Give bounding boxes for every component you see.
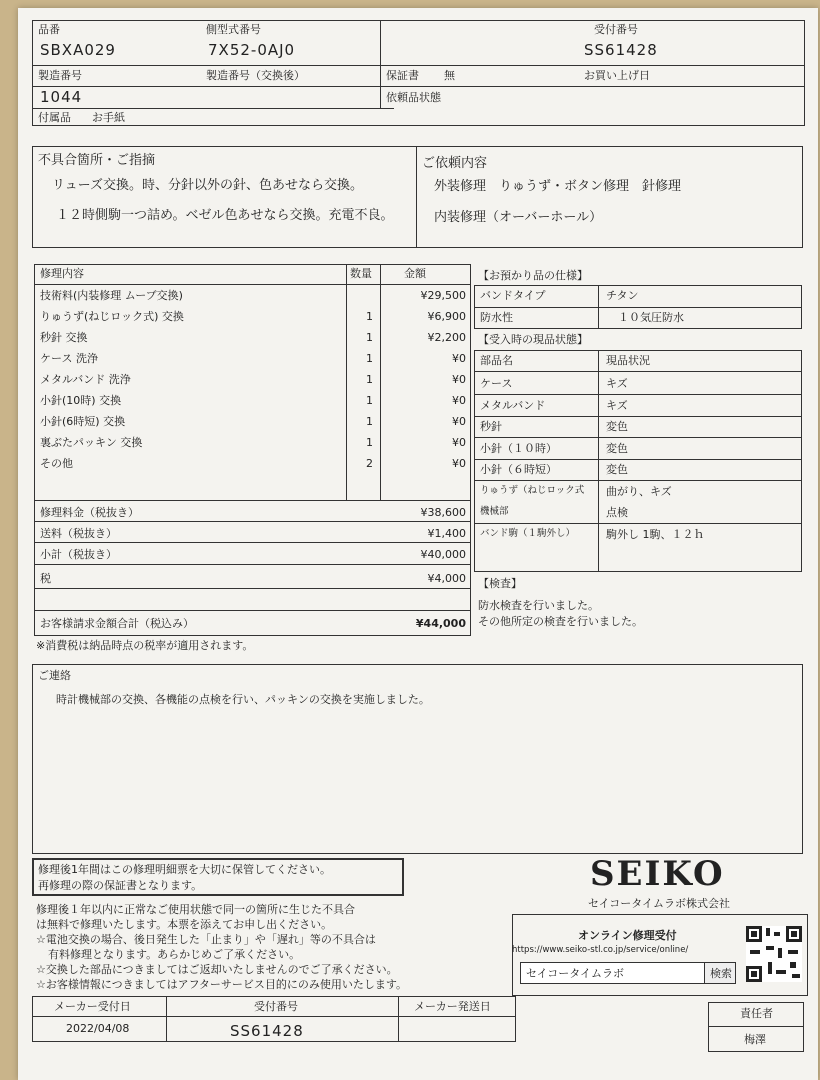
repair-qty: 1 <box>366 352 373 365</box>
spec-val-1: １０気圧防水 <box>618 311 684 324</box>
repair-amount: ¥0 <box>452 394 466 407</box>
spec-title: 【お預かり品の仕様】 <box>478 269 588 282</box>
notice-line2: は無料で修理いたします。本票を添えてお申し出ください。 <box>36 918 333 931</box>
repair-amount: ¥0 <box>452 415 466 428</box>
tax-note: ※消費税は納品時点の税率が適用されます。 <box>36 639 254 652</box>
company-name: セイコータイムラボ株式会社 <box>588 897 731 910</box>
repair-qty: 1 <box>366 373 373 386</box>
online-url[interactable]: https://www.seiko-stl.co.jp/service/online/ <box>512 945 689 955</box>
total-amount-2: ¥40,000 <box>420 548 466 561</box>
search-button-label: 検索 <box>710 967 732 980</box>
repair-qty: 1 <box>366 415 373 428</box>
state-part: ケース <box>480 377 513 390</box>
notice-line4: 有料修理となります。あらかじめご了承ください。 <box>48 948 301 961</box>
seiko-logo: SEIKO <box>590 854 725 894</box>
repair-item: 秒針 交換 <box>40 331 88 344</box>
repair-item: 裏ぶたパッキン 交換 <box>40 436 143 449</box>
repair-amount: ¥29,500 <box>420 289 466 302</box>
total-label-3: 税 <box>40 572 51 585</box>
repair-qty: 1 <box>366 436 373 449</box>
total-amount-1: ¥1,400 <box>427 527 466 540</box>
grand-total-amount: ¥44,000 <box>415 617 466 630</box>
state-part: 小針（６時短） <box>480 463 557 476</box>
state-title: 【受入時の現品状態】 <box>478 333 588 346</box>
state-part: 秒針 <box>480 420 502 433</box>
repair-qty: 1 <box>366 310 373 323</box>
total-label-0: 修理料金（税抜き） <box>40 506 139 519</box>
footer-uketsuke-label: 受付番号 <box>254 1000 298 1013</box>
kensa-line1: 防水検査を行いました。 <box>478 599 599 612</box>
repair-item: 技術料(内装修理 ムーブ交換) <box>40 289 183 302</box>
state-part: りゅうず（ねじロック式 <box>480 484 585 496</box>
repair-item: その他 <box>40 457 73 470</box>
hoshou-value: 無 <box>444 69 455 82</box>
repair-head-item: 修理内容 <box>40 267 84 280</box>
state-part: 小針（１０時） <box>480 441 557 455</box>
repair-item: 小針(6時短) 交換 <box>40 415 126 428</box>
repair-amount: ¥0 <box>452 373 466 386</box>
repair-qty: 2 <box>366 457 373 470</box>
repair-qty: 1 <box>366 331 373 344</box>
repair-amount: ¥6,900 <box>427 310 466 323</box>
fuzoku-value: お手紙 <box>92 111 125 124</box>
total-amount-3: ¥4,000 <box>427 572 466 585</box>
renraku-title: ご連絡 <box>38 669 71 682</box>
state-cond: 曲がり、キズ <box>606 484 672 498</box>
notice-box-line2: 再修理の際の保証書となります。 <box>38 879 203 892</box>
state-cond: 変色 <box>606 441 628 455</box>
fuzoku-label: 付属品 <box>38 111 71 124</box>
fuguai-line2: １２時側駒一つ詰め。ベゼル色あせなら交換。充電不良。 <box>56 208 394 223</box>
kensa-line2: その他所定の検査を行いました。 <box>478 615 643 628</box>
repair-amount: ¥0 <box>452 436 466 449</box>
repair-amount: ¥0 <box>452 457 466 470</box>
repair-item: りゅうず(ねじロック式) 交換 <box>40 310 184 323</box>
state-row-divider <box>474 480 802 481</box>
kataban-value: 7X52-0AJ0 <box>208 41 296 59</box>
qr-code-icon <box>746 926 802 982</box>
maker-date-value: 2022/04/08 <box>66 1022 130 1035</box>
fuguai-title: 不具合箇所・ご指摘 <box>38 153 156 168</box>
total-label-1: 送料（税抜き） <box>40 527 117 540</box>
hinban-value: SBXA029 <box>40 41 116 59</box>
search-text: セイコータイムラボ <box>526 967 625 980</box>
repair-head-qty: 数量 <box>350 267 372 280</box>
total-label-2: 小計（税抜き） <box>40 548 117 561</box>
uketsuke-label: 受付番号 <box>594 23 638 36</box>
repair-amount: ¥0 <box>452 352 466 365</box>
kataban-label: 側型式番号 <box>206 23 261 36</box>
hinban-label: 品番 <box>38 23 60 36</box>
repair-item: 小針(10時) 交換 <box>40 394 122 407</box>
state-cond: キズ <box>606 377 628 390</box>
repair-slip <box>18 8 818 1080</box>
notice-box-line1: 修理後1年間はこの修理明細票を大切に保管してください。 <box>38 863 331 876</box>
repair-qty: 1 <box>366 394 373 407</box>
state-cond: 点検 <box>606 506 628 519</box>
notice-line6: ☆お客様情報につきましてはアフターサービス目的にのみ使用いたします。 <box>36 978 407 991</box>
kensa-title: 【検査】 <box>478 577 522 590</box>
state-row-divider <box>474 437 802 438</box>
kaiage-label: お買い上げ日 <box>584 69 650 82</box>
spec-val-0: チタン <box>606 289 639 302</box>
maker-date-label: メーカー受付日 <box>54 1000 131 1013</box>
state-cond: 変色 <box>606 420 628 433</box>
notice-line3: ☆電池交換の場合、後日発生した「止まり」や「遅れ」等の不具合は <box>36 933 376 946</box>
irai-line1: 外装修理 りゅうず・ボタン修理 針修理 <box>434 179 682 194</box>
state-head-cond: 現品状況 <box>606 354 650 367</box>
state-cond: キズ <box>606 398 628 412</box>
irai-title: ご依頼内容 <box>422 156 488 171</box>
notice-line1: 修理後１年以内に正常なご使用状態で同一の箇所に生じた不具合 <box>36 903 355 916</box>
seizo2-label: 製造番号（交換後） <box>206 69 305 82</box>
irai-line2: 内装修理（オーバーホール） <box>434 210 603 225</box>
resp-value: 梅澤 <box>744 1033 766 1046</box>
send-date-label: メーカー発送日 <box>414 1000 491 1013</box>
state-part: メタルバンド <box>480 398 546 412</box>
spec-key-0: バンドタイプ <box>480 289 546 302</box>
repair-item: ケース 洗浄 <box>40 352 98 365</box>
repair-item: メタルバンド 洗浄 <box>40 373 131 386</box>
resp-label: 責任者 <box>740 1007 773 1020</box>
state-part: 機械部 <box>480 506 509 517</box>
repair-head-amount: 金額 <box>404 267 426 280</box>
renraku-body: 時計機械部の交換、各機能の点検を行い、パッキンの交換を実施しました。 <box>56 693 430 706</box>
seizo-label: 製造番号 <box>38 69 82 82</box>
grand-total-label: お客様請求金額合計（税込み） <box>40 617 194 630</box>
state-row-divider <box>474 459 802 460</box>
notice-line5: ☆交換した部品につきましてはご返却いたしませんのでご了承ください。 <box>36 963 398 976</box>
state-cond: 変色 <box>606 463 628 476</box>
uketsuke-value: SS61428 <box>584 41 658 59</box>
state-row-divider <box>474 523 802 524</box>
state-head-part: 部品名 <box>480 354 513 367</box>
spec-key-1: 防水性 <box>480 311 513 324</box>
total-amount-0: ¥38,600 <box>420 506 466 519</box>
fuguai-line1: リューズ交換。時、分針以外の針、色あせなら交換。 <box>52 178 363 193</box>
state-cond: 駒外し 1駒、１２ｈ <box>606 527 705 541</box>
state-row-divider <box>474 394 802 395</box>
footer-uketsuke-value: SS61428 <box>230 1022 304 1040</box>
seizo-value: 1044 <box>40 88 83 106</box>
state-part: バンド駒（１駒外し） <box>480 527 576 539</box>
irai-state-label: 依頼品状態 <box>386 91 441 104</box>
repair-amount: ¥2,200 <box>427 331 466 344</box>
state-row-divider <box>474 416 802 417</box>
online-title: オンライン修理受付 <box>578 929 677 942</box>
hoshou-label: 保証書 <box>386 69 419 82</box>
